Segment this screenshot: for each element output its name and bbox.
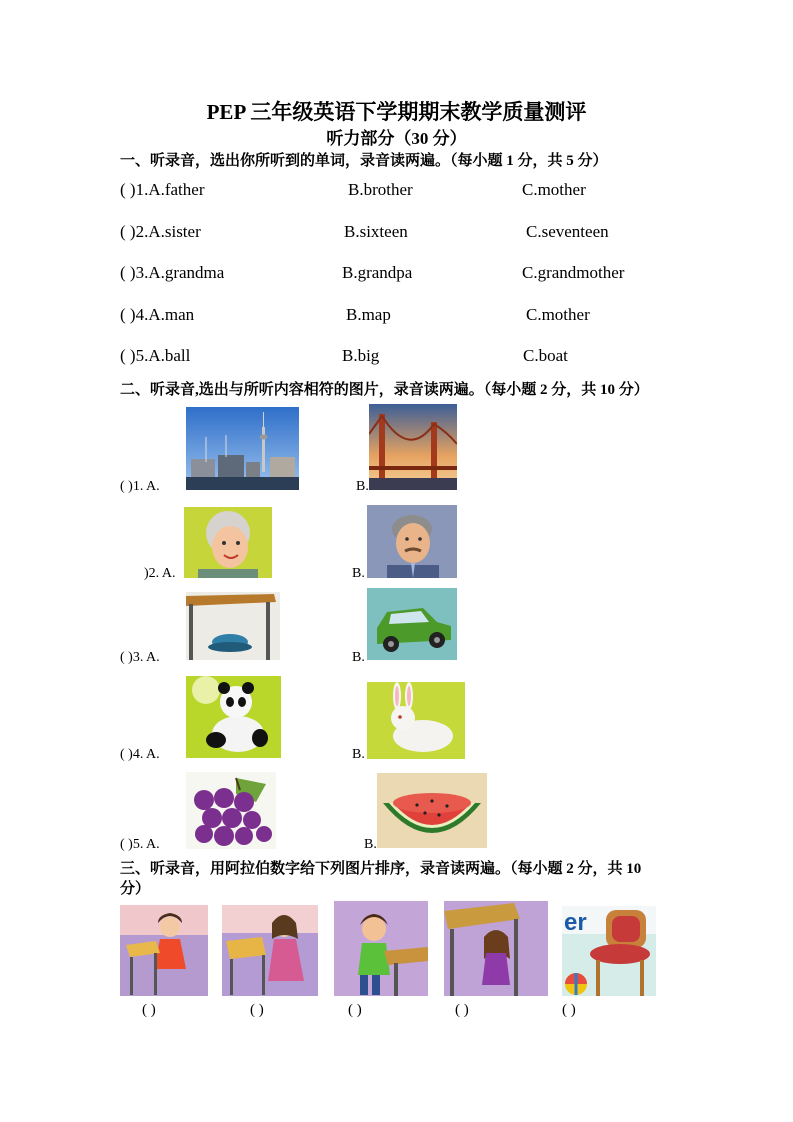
s1-q2-option-c: C.seventeen	[526, 222, 609, 241]
s1-q3-option-b: B.grandpa	[342, 263, 413, 282]
chair-picture-text: er	[564, 909, 587, 936]
watermelon-picture	[377, 773, 487, 848]
s2-q2-option-b: B.	[352, 566, 365, 581]
section3-heading-line2: 分）	[120, 881, 151, 897]
s1-q4-option-c: C.mother	[526, 305, 590, 324]
s1-q5-option-c: C.boat	[523, 346, 568, 365]
girl-at-chair-picture	[222, 905, 318, 996]
toy-car-picture	[367, 588, 457, 660]
s1-q1-option-c: C.mother	[522, 180, 586, 199]
s2-q2-lead: )2. A.	[144, 566, 176, 581]
s2-q1-option-b: B.	[356, 479, 369, 494]
s1-q1-lead: ( )1.A.father	[120, 180, 205, 199]
golden-gate-bridge-picture	[369, 404, 457, 490]
s3-blank-1[interactable]: ( )	[142, 1002, 156, 1018]
s2-q5-option-b: B.	[364, 837, 377, 852]
s1-q1-option-b: B.brother	[348, 180, 413, 199]
s1-q2-lead: ( )2.A.sister	[120, 222, 201, 241]
page-subtitle: 听力部分（30 分）	[326, 129, 467, 148]
s2-q3-option-b: B.	[352, 650, 365, 665]
s3-blank-2[interactable]: ( )	[250, 1002, 264, 1018]
s2-q4-lead: ( )4. A.	[120, 747, 160, 762]
s2-q3-lead: ( )3. A.	[120, 650, 160, 665]
grapes-picture	[186, 772, 276, 849]
chair-with-ball-picture	[562, 906, 656, 996]
desk-with-cap-picture	[186, 592, 280, 660]
s1-q4-option-b: B.map	[346, 305, 391, 324]
grandfather-picture	[367, 505, 457, 578]
city-skyline-picture	[186, 407, 299, 490]
s3-blank-3[interactable]: ( )	[348, 1002, 362, 1018]
section2-heading: 二、听录音,选出与所听内容相符的图片，录音读两遍。（每小题 2 分，共 10 分）	[120, 382, 649, 398]
section1-heading: 一、听录音，选出你所听到的单词，录音读两遍。（每小题 1 分，共 5 分）	[120, 153, 608, 169]
boy-at-desk-picture	[334, 901, 428, 996]
s2-q5-lead: ( )5. A.	[120, 837, 160, 852]
panda-picture	[186, 676, 281, 758]
grandmother-picture	[184, 507, 272, 578]
s1-q2-option-b: B.sixteen	[344, 222, 408, 241]
rabbit-picture	[367, 682, 465, 759]
s3-blank-4[interactable]: ( )	[455, 1002, 469, 1018]
s1-q4-lead: ( )4.A.man	[120, 305, 195, 324]
s2-q1-lead: ( )1. A.	[120, 479, 160, 494]
s1-q5-lead: ( )5.A.ball	[120, 346, 191, 365]
s2-q4-option-b: B.	[352, 747, 365, 762]
s1-q3-lead: ( )3.A.grandma	[120, 263, 225, 282]
s3-blank-5[interactable]: ( )	[562, 1002, 576, 1018]
girl-behind-chair-picture	[120, 905, 208, 996]
girl-under-desk-picture	[444, 901, 548, 996]
s1-q5-option-b: B.big	[342, 346, 380, 365]
page-title: PEP 三年级英语下学期期末教学质量测评	[206, 100, 587, 124]
s1-q3-option-c: C.grandmother	[522, 263, 625, 282]
section3-heading-line1: 三、听录音，用阿拉伯数字给下列图片排序，录音读两遍。（每小题 2 分，共 10	[120, 861, 642, 877]
